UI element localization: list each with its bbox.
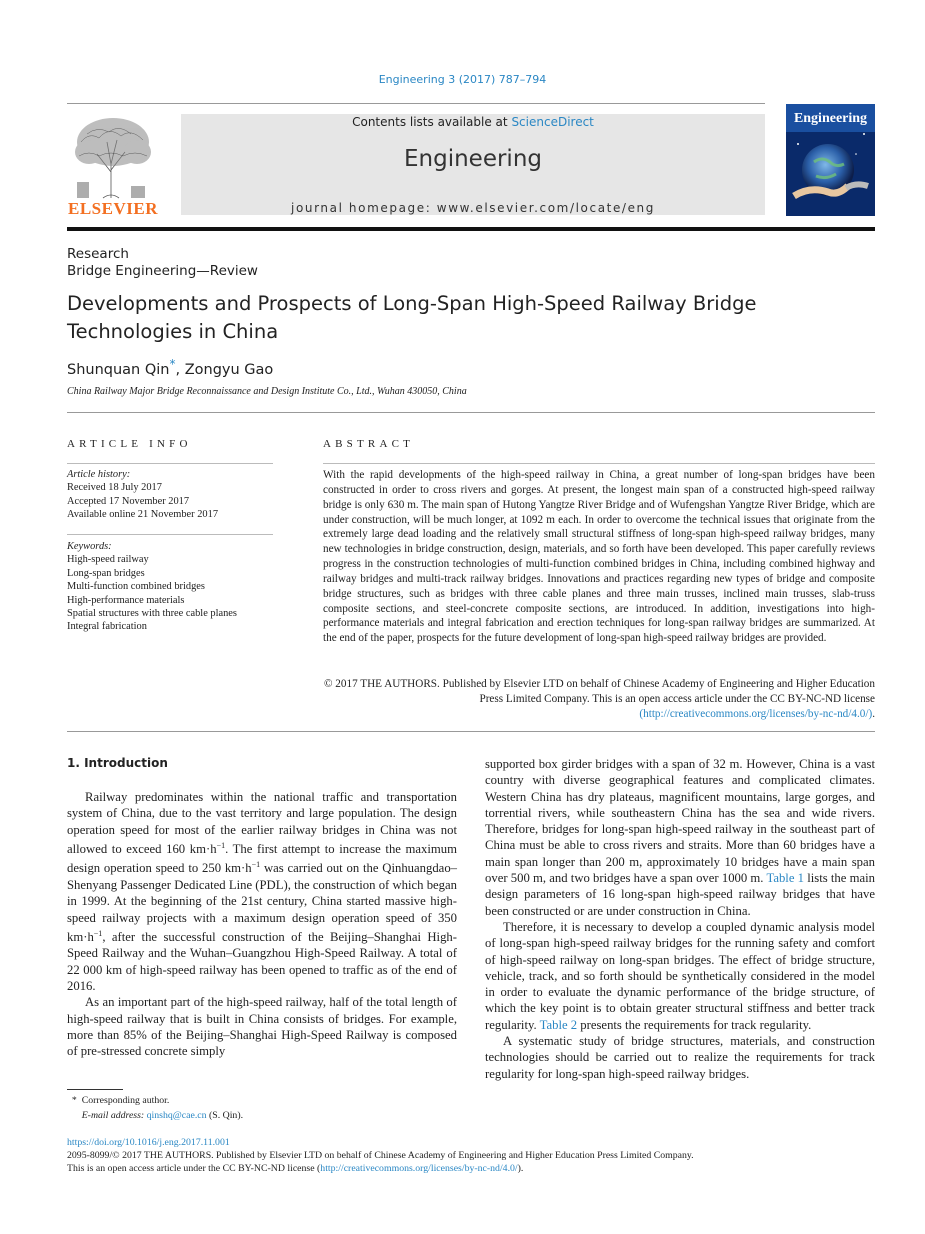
table1-link[interactable]: Table 1 bbox=[766, 871, 805, 886]
keyword: High-performance materials bbox=[67, 594, 185, 606]
paragraph: Therefore, it is necessary to develop a coupled dynamic analysis model of long-span high-speed railway bridges for the running safety and comfort of high-speed railway on long-span bridges. The effect of bridge structure, vehicle, track, and so forth should be synthetically considered in the model in order to evaluate the dynamic performance of the bridge structure, of which the key point is to obtain greater structural stiffness and better track regularity. Table 2 presents the requirements for track regularity. bbox=[485, 919, 875, 1032]
table2-link[interactable]: Table 2 bbox=[539, 1017, 578, 1032]
article-type: Research bbox=[67, 246, 129, 262]
journal-cover-image bbox=[786, 104, 875, 216]
contents-prefix: Contents lists available at bbox=[352, 115, 512, 129]
author-name: , Zongyu Gao bbox=[175, 361, 274, 378]
journal-citation[interactable]: Engineering 3 (2017) 787–794 bbox=[378, 73, 547, 86]
keywords-label: Keywords: bbox=[67, 541, 112, 552]
footer-license-link[interactable]: http://creativecommons.org/licenses/by-nc-nd/4.0/ bbox=[320, 1162, 518, 1174]
header-thick-divider bbox=[67, 227, 875, 231]
article-info-heading: ARTICLE INFO bbox=[67, 438, 192, 450]
divider bbox=[323, 463, 875, 464]
keyword: Long-span bridges bbox=[67, 567, 145, 579]
article-history bbox=[67, 468, 218, 522]
author-name: Shunquan Qin bbox=[67, 361, 170, 378]
keyword: High-speed railway bbox=[67, 554, 149, 566]
divider bbox=[67, 463, 273, 464]
issn-line: 2095-8099/© 2017 THE AUTHORS. Published by Elsevier LTD on behalf of Chinese Academy of Engineering and Higher Education Press Limited Company. bbox=[67, 1149, 694, 1161]
right-column bbox=[485, 756, 875, 1082]
top-divider bbox=[67, 103, 765, 104]
received-date: Received 18 July 2017 bbox=[67, 482, 162, 494]
keyword: Spatial structures with three cable planes bbox=[67, 608, 237, 620]
abstract-copyright bbox=[323, 677, 875, 722]
contents-line bbox=[181, 115, 765, 129]
journal-homepage[interactable]: journal homepage: www.elsevier.com/locate/eng bbox=[291, 201, 655, 215]
doi-link[interactable]: https://doi.org/10.1016/j.eng.2017.11.001 bbox=[67, 1137, 230, 1148]
divider bbox=[67, 731, 875, 732]
left-column bbox=[67, 789, 457, 1059]
license-end: . bbox=[872, 707, 875, 720]
keywords-list bbox=[67, 540, 237, 634]
footnote bbox=[67, 1094, 243, 1123]
paragraph: supported box girder bridges with a span of 32 m. However, China is a vast country with diverse geographical features and complicated climates. Western China has dry plateaus, magnificent mountains, large gorges, and torrential rivers, while southeastern China has the sea and wide rivers. Therefore, bridges for long-span high-speed railway in the southeast part of China must be able to cross rivers and straits. More than 60 bridges have a main span longer than 200 m, approximately 10 bridges have a main span over 500 m, and two bridges have a span over 1000 m. Table 1 lists the main design parameters of 16 long-span high-speed railway bridges that have been constructed or are under construction in China. bbox=[485, 757, 875, 918]
corresponding-author-mark[interactable]: * bbox=[169, 357, 176, 371]
paragraph: Railway predominates within the national traffic and transportation system of China, due to the vast territory and large population. The design operation speed for most of the earlier railway bridges in China was not allowed to exceed 160 $km\cdot h^{-1}$. The first attempt to increase the maximum design operation speed to 250 $km\cdot h^{-1}$ was carried out on the Qinhuangdao–Shenyang Passenger Dedicated Line (PDL), the construction of which began in 1999. At the beginning of the 21st century, China started massive high-speed railway projects with a maximum design operation speed of 350 $km\cdot h^{-1}$, after the successful construction of the Beijing–Shanghai High-Speed Railway and the Wuhan–Guangzhou High-Speed Railway. A total of 22 000 km of high-speed railway has been opened to traffic as of the end of 2016. bbox=[67, 790, 458, 993]
cover-title: Engineering bbox=[793, 111, 868, 126]
keyword: Integral fabrication bbox=[67, 621, 147, 633]
article-subtype: Bridge Engineering—Review bbox=[67, 263, 258, 279]
history-label: Article history: bbox=[67, 469, 131, 480]
email-link[interactable]: qinshq@cae.cn bbox=[146, 1109, 207, 1121]
keyword: Multi-function combined bridges bbox=[67, 581, 205, 593]
paragraph: A systematic study of bridge structures, materials, and construction technologies should be carried out to realize the requirements for track regularity for long-span high-speed railway bridges. bbox=[485, 1034, 875, 1081]
publication-footer bbox=[67, 1137, 694, 1176]
email-note: E-mail address: qinshq@cae.cn (S. Qin). bbox=[81, 1109, 244, 1121]
paragraph: As an important part of the high-speed railway, half of the total length of high-speed railway that is built in China consists of bridges. For example, more than 85% of the Beijing–Shanghai High-Speed Railway is composed of pre-stressed concrete simply bbox=[67, 995, 457, 1059]
license-line: This is an open access article under the CC BY-NC-ND license (http://creativecommons.org/licenses/by-nc-nd/4.0/). bbox=[67, 1162, 524, 1174]
section-heading: 1. Introduction bbox=[67, 756, 168, 770]
footnote-divider bbox=[67, 1089, 123, 1090]
journal-name: Engineering bbox=[404, 146, 542, 172]
divider bbox=[67, 534, 273, 535]
divider bbox=[67, 412, 875, 413]
authors bbox=[67, 357, 273, 378]
sciencedirect-link[interactable]: ScienceDirect bbox=[511, 115, 594, 129]
copyright-text: © 2017 THE AUTHORS. Published by Elsevier LTD on behalf of Chinese Academy of Engineering and Higher Education Press Limited Company. This is an open access article under the CC BY-NC-ND license bbox=[324, 678, 875, 705]
abstract-heading: ABSTRACT bbox=[323, 438, 415, 450]
corresponding-author-note: * Corresponding author. bbox=[71, 1095, 170, 1106]
elsevier-wordmark: ELSEVIER bbox=[68, 199, 158, 218]
affiliation: China Railway Major Bridge Reconnaissance and Design Institute Co., Ltd., Wuhan 430050, China bbox=[67, 386, 467, 397]
article-title: Developments and Prospects of Long-Span High-Speed Railway Bridge Technologies in China bbox=[67, 292, 757, 343]
license-link[interactable]: (http://creativecommons.org/licenses/by-nc-nd/4.0/) bbox=[639, 707, 873, 720]
abstract-text: With the rapid developments of the high-speed railway in China, a great number of long-span bridges have been constructed in order to cross rivers and gorges. At present, the longest main span of a constructed high-speed railway bridge is only 630 m. The main span of Hutong Yangtze River Bridge and of Wufengshan Yangtze River Bridge, which are under construction, will be much longer, at 1092 m each. In order to overcome the technical issues that originate from the extremely large dead loading and the relatively small structural stiffness of long-span high-speed railway bridges, many new technologies in bridge construction, design, materials, and so forth have been developed. This paper carefully reviews progress in the construction technologies of multi-function combined bridges in China, including combined highway and railway bridges and multi-track railway bridges. Innovations and practices regarding new types of bridge and composite bridge structures, such as bridges with three cable planes and three main trusses, inclined main trusses, slab-truss composite sections, and steel-concrete composite sections, are introduced. In addition, investigations into high-performance materials and integral fabrication and erection techniques for long-span railway bridges are summarized. At the end of the paper, prospects for the future development of long-span high-speed railway bridges are provided. bbox=[323, 469, 875, 645]
accepted-date: Accepted 17 November 2017 bbox=[67, 495, 190, 507]
online-date: Available online 21 November 2017 bbox=[67, 509, 219, 521]
